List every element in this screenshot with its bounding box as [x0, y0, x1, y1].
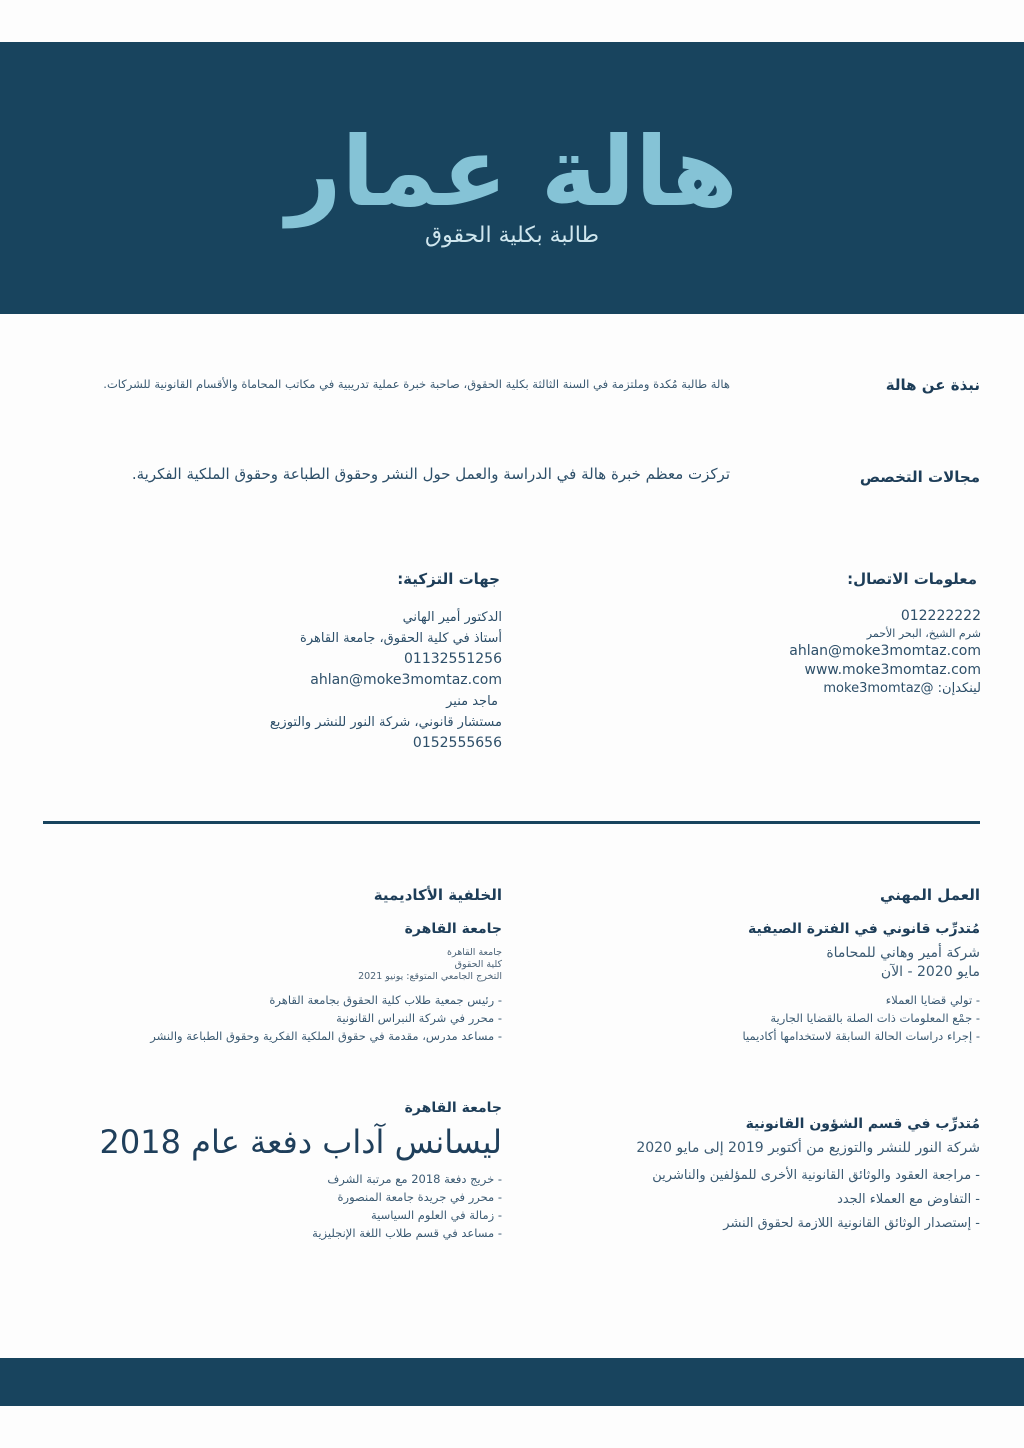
list-item: - مساعد مدرس، مقدمة في حقوق الملكية الفكرية وحقوق الطباعة والنشر [150, 1029, 502, 1043]
contact-phone: 012222222 [900, 608, 981, 624]
edu-1-detail: جامعة القاهرة [446, 947, 502, 958]
contact-website[interactable]: www.moke3momtaz.com [804, 662, 981, 678]
job-1-bullets [560, 991, 980, 1045]
footer-band [0, 1358, 1024, 1406]
candidate-name: هالة عمار [286, 116, 738, 228]
job-1 [560, 921, 980, 1045]
list-item: - تولي قضايا العملاء [885, 993, 980, 1007]
contact-info [701, 606, 981, 698]
reference-line[interactable]: ahlan@moke3momtaz.com [310, 672, 502, 688]
job-1-period: مايو 2020 - الآن [880, 964, 980, 980]
job-2 [560, 1116, 980, 1236]
academic-label: الخلفية الأكاديمية [373, 886, 502, 904]
edu-1 [62, 921, 502, 1045]
edu-1-details [62, 947, 502, 983]
job-2-title: مُتدرِّب في قسم الشؤون القانونية [745, 1116, 980, 1132]
specialty-text: تركزت معظم خبرة هالة في الدراسة والعمل حول النشر وحقوق الطباعة وحقوق الملكية الفكرية. [131, 465, 730, 483]
list-item: - محرر في جريدة جامعة المنصورة [337, 1190, 502, 1204]
work-label: العمل المهني [880, 886, 980, 904]
contact-linkedin[interactable]: لينكدإن: @moke3momtaz [823, 681, 981, 696]
list-item: - خريج دفعة 2018 مع مرتبة الشرف [327, 1172, 502, 1186]
edu-1-bullets [62, 991, 502, 1045]
list-item: - زمالة في العلوم السياسية [370, 1208, 502, 1222]
list-item: - مراجعة العقود والوثائق القانونية الأخرى للمؤلفين والناشرين [652, 1168, 980, 1183]
contact-label: معلومات الاتصال: [847, 570, 977, 588]
list-item: - جمْع المعلومات ذات الصلة بالقضايا الجارية [770, 1011, 980, 1025]
edu-2-bullets [42, 1170, 502, 1242]
edu-1-detail: كلية الحقوق [454, 959, 502, 970]
edu-1-title: جامعة القاهرة [404, 921, 502, 937]
job-2-bullets [560, 1164, 980, 1236]
list-item: - إستصدار الوثائق القانونية اللازمة لحقوق النشر [723, 1216, 980, 1231]
about-text: هالة طالبة مُكدة وملتزمة في السنة الثالثة بكلية الحقوق، صاحبة خبرة عملية تدريبية في مكاتب المحاماة والأقسام القانونية للشركات. [103, 377, 730, 391]
reference-line: الدكتور أمير الهاني [402, 610, 502, 625]
reference-line: مستشار قانوني، شركة النور للنشر والتوزيع [269, 715, 502, 730]
references-label: جهات التزكية: [397, 570, 500, 588]
reference-line: أستاذ في كلية الحقوق، جامعة القاهرة [300, 631, 502, 646]
list-item: - التفاوض مع العملاء الجدد [837, 1192, 980, 1207]
about-label: نبذة عن هالة [885, 376, 980, 394]
specialty-label: مجالات التخصص [859, 468, 980, 486]
job-2-company: شركة النور للنشر والتوزيع من أكتوبر 2019 إلى مايو 2020 [636, 1140, 980, 1156]
section-divider [43, 821, 980, 824]
edu-1-detail: التخرج الجامعي المتوقع: يونيو 2021 [358, 971, 502, 982]
list-item: - محرر في شركة النبراس القانونية [336, 1011, 502, 1025]
edu-2-title: جامعة القاهرة [404, 1100, 502, 1116]
contact-email[interactable]: ahlan@moke3momtaz.com [789, 643, 981, 659]
reference-line: ماجد منير [446, 694, 498, 709]
reference-line: 0152555656 [412, 735, 502, 751]
contact-address: شرم الشيخ، البحر الأحمر [866, 627, 981, 640]
job-1-company: شركة أمير وهاني للمحاماة [826, 945, 980, 961]
list-item: - رئيس جمعية طلاب كلية الحقوق بجامعة القاهرة [269, 993, 502, 1007]
edu-2 [42, 1100, 502, 1242]
list-item: - إجراء دراسات الحالة السابقة لاستخدامها أكاديميا [742, 1029, 980, 1043]
candidate-subtitle: طالبة بكلية الحقوق [425, 223, 599, 248]
list-item: - مساعد في قسم طلاب اللغة الإنجليزية [312, 1226, 502, 1240]
reference-line: 01132551256 [404, 651, 502, 667]
job-1-title: مُتدرِّب قانوني في الفترة الصيفية [748, 921, 980, 937]
references-list [202, 607, 502, 754]
edu-2-degree: ليسانس آداب دفعة عام 2018 [99, 1123, 502, 1161]
